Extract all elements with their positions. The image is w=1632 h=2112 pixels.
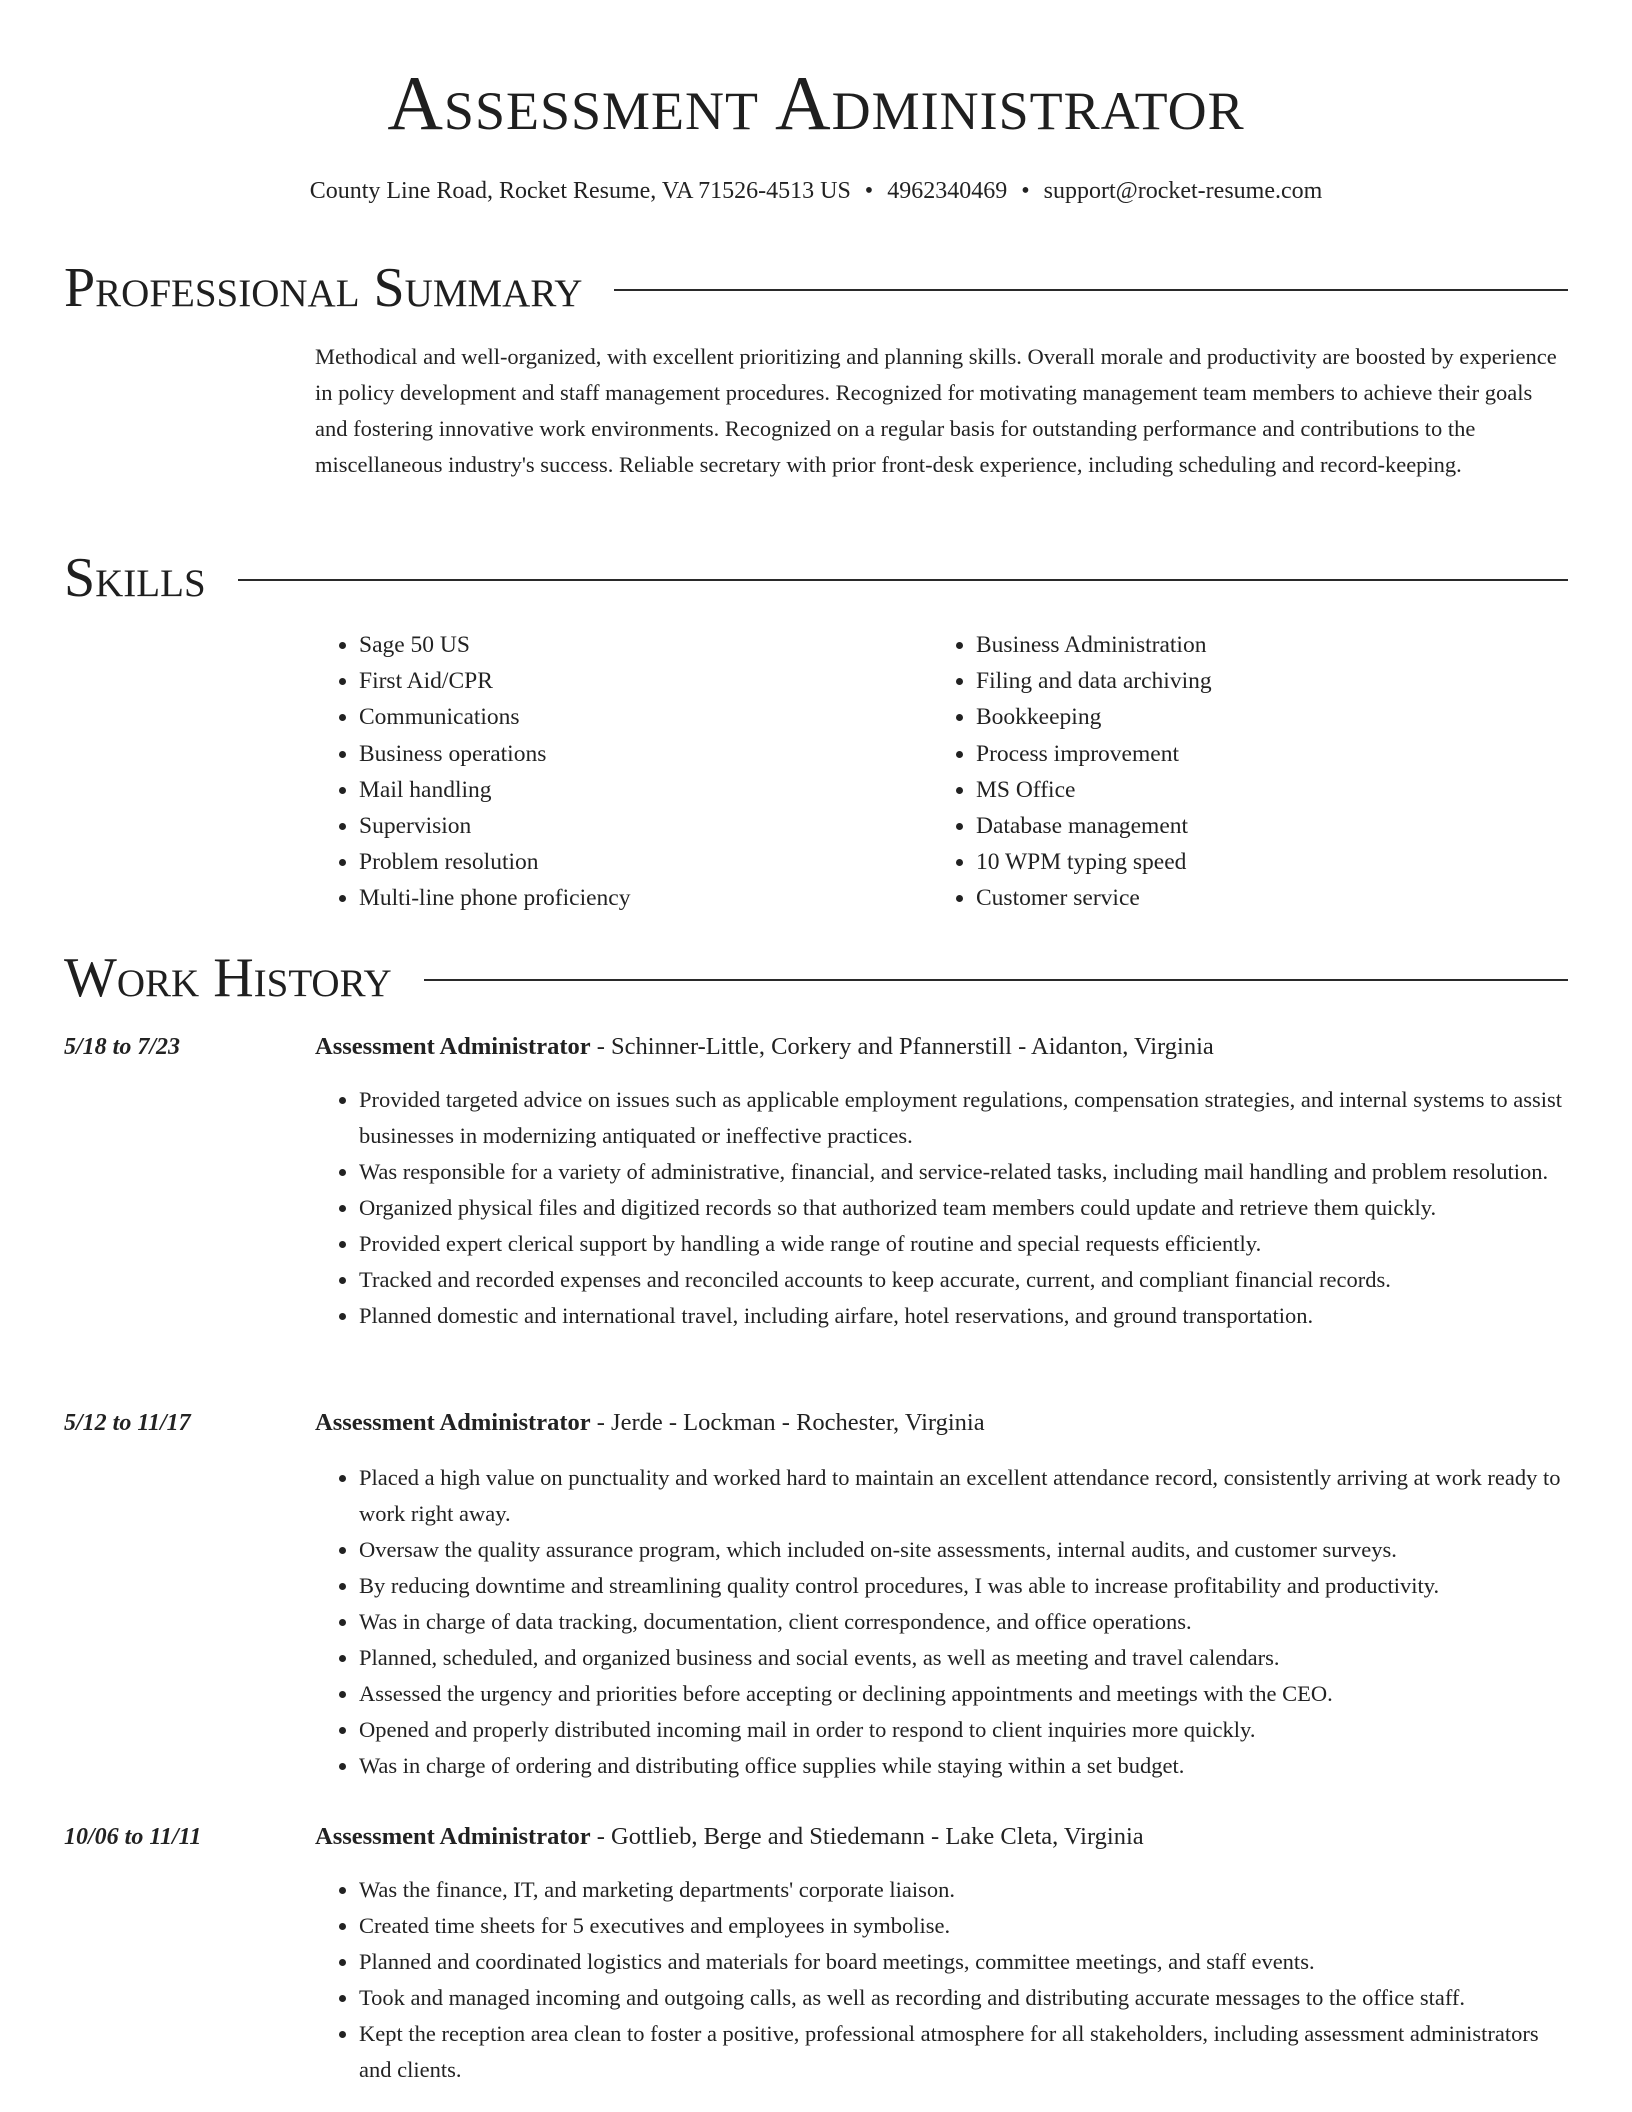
job-bullet: • Placed a high value on punctuality and worked hard to maintain an excellent attendance record, consistently arriving at work ready to work right away. xyxy=(359,1460,1568,1532)
job-bullet: • Tracked and recorded expenses and reconciled accounts to keep accurate, current, and compliant financial records. xyxy=(359,1262,1568,1298)
job-company-location: - Jerde - Lockman - Rochester, Virginia xyxy=(590,1409,985,1436)
job-bullet: • Planned, scheduled, and organized business and social events, as well as meeting and travel calendars. xyxy=(359,1640,1568,1676)
job-bullet: • Oversaw the quality assurance program, which included on-site assessments, internal audits, and customer surveys. xyxy=(359,1532,1568,1568)
skills-list-left xyxy=(315,627,630,917)
job-bullet: • Was responsible for a variety of administrative, financial, and service-related tasks, including mail handling and problem resolution. xyxy=(359,1154,1568,1190)
contact-separator: • xyxy=(864,178,874,204)
job-bullet: • Planned domestic and international travel, including airfare, hotel reservations, and ground transportation. xyxy=(359,1298,1568,1334)
job-header xyxy=(315,1408,985,1438)
job-bullet: • Provided targeted advice on issues such as applicable employment regulations, compensation strategies, and internal systems to assist businesses in modernizing antiquated or ineffective practices. xyxy=(359,1082,1568,1154)
skill-item: • Process improvement xyxy=(976,736,1212,772)
job-bullets xyxy=(315,1082,1568,1334)
skill-item: • Mail handling xyxy=(359,772,630,808)
skill-item: • Multi-line phone proficiency xyxy=(359,880,630,916)
job-dates: 5/12 to 11/17 xyxy=(64,1410,191,1436)
resume-name: Assessment Administrator xyxy=(387,60,1245,146)
section-title: Work History xyxy=(64,947,392,1009)
skill-item: • Business Administration xyxy=(976,627,1212,663)
job-bullet: • Organized physical files and digitized records so that authorized team members could update and retrieve them quickly. xyxy=(359,1190,1568,1226)
skill-item: • Bookkeeping xyxy=(976,699,1212,735)
skill-item: • Communications xyxy=(359,699,630,735)
skill-item: • Filing and data archiving xyxy=(976,663,1212,699)
job-bullet: • By reducing downtime and streamlining quality control procedures, I was able to increase profitability and productivity. xyxy=(359,1568,1568,1604)
section-heading-work-history xyxy=(64,946,1568,1010)
job-bullets xyxy=(315,1460,1568,1784)
job-role: Assessment Administrator xyxy=(315,1409,591,1436)
contact-address: County Line Road, Rocket Resume, VA 71526-4513 US xyxy=(309,178,851,204)
job-bullet: • Created time sheets for 5 executives and employees in symbolise. xyxy=(359,1908,1568,1944)
section-title: Skills xyxy=(64,547,206,609)
skill-item: • Customer service xyxy=(976,880,1212,916)
skill-item: • MS Office xyxy=(976,772,1212,808)
contact-line xyxy=(0,176,1632,206)
job-bullet: • Planned and coordinated logistics and materials for board meetings, committee meetings, and staff events. xyxy=(359,1944,1568,1980)
job-role: Assessment Administrator xyxy=(315,1033,591,1060)
job-bullet: • Was in charge of data tracking, documentation, client correspondence, and office operations. xyxy=(359,1604,1568,1640)
job-role: Assessment Administrator xyxy=(315,1823,591,1850)
job-header xyxy=(315,1032,1214,1062)
contact-email: support@rocket-resume.com xyxy=(1043,178,1323,204)
job-bullet: • Opened and properly distributed incoming mail in order to respond to client inquiries more quickly. xyxy=(359,1712,1568,1748)
job-company-location: - Gottlieb, Berge and Stiedemann - Lake Cleta, Virginia xyxy=(590,1823,1144,1850)
skill-item: • Business operations xyxy=(359,736,630,772)
job-dates: 5/18 to 7/23 xyxy=(64,1034,181,1060)
job-bullet: • Assessed the urgency and priorities before accepting or declining appointments and meetings with the CEO. xyxy=(359,1676,1568,1712)
skill-item: • Sage 50 US xyxy=(359,627,630,663)
job-company-location: - Schinner-Little, Corkery and Pfannerstill - Aidanton, Virginia xyxy=(590,1033,1214,1060)
contact-separator: • xyxy=(1021,178,1030,204)
contact-phone: 4962340469 xyxy=(887,178,1008,204)
skill-item: • 10 WPM typing speed xyxy=(976,844,1212,880)
section-divider xyxy=(424,979,1568,981)
job-bullet: • Kept the reception area clean to foster a positive, professional atmosphere for all stakeholders, including assessment administrators and clients. xyxy=(359,2016,1568,2088)
section-heading-summary xyxy=(64,256,1568,320)
skill-item: • First Aid/CPR xyxy=(359,663,630,699)
job-bullet: • Took and managed incoming and outgoing calls, as well as recording and distributing accurate messages to the office staff. xyxy=(359,1980,1568,2016)
skill-item: • Problem resolution xyxy=(359,844,630,880)
job-bullet: • Was the finance, IT, and marketing departments' corporate liaison. xyxy=(359,1872,1568,1908)
job-bullets xyxy=(315,1872,1568,2088)
skill-item: • Database management xyxy=(976,808,1212,844)
job-bullet: • Provided expert clerical support by handling a wide range of routine and special requests efficiently. xyxy=(359,1226,1568,1262)
job-header xyxy=(315,1822,1144,1852)
skills-list-right xyxy=(932,627,1212,917)
section-title: Professional Summary xyxy=(64,257,583,319)
summary-text: Methodical and well-organized, with excellent prioritizing and planning skills. Overall morale and productivity are boosted by experience in policy development and staff management procedures. Recognized for motivating management team members to achieve their goals and fostering innovative work environments. Recognized on a regular basis for outstanding performance and contributions to the miscellaneous industry's success. Reliable secretary with prior front-desk experience, including scheduling and record-keeping. xyxy=(315,344,1557,477)
job-bullet: • Was in charge of ordering and distributing office supplies while staying within a set budget. xyxy=(359,1748,1568,1784)
skill-item: • Supervision xyxy=(359,808,630,844)
section-heading-skills xyxy=(64,546,1568,610)
section-divider xyxy=(614,289,1568,291)
job-dates: 10/06 to 11/11 xyxy=(64,1824,202,1850)
section-divider xyxy=(238,579,1568,581)
